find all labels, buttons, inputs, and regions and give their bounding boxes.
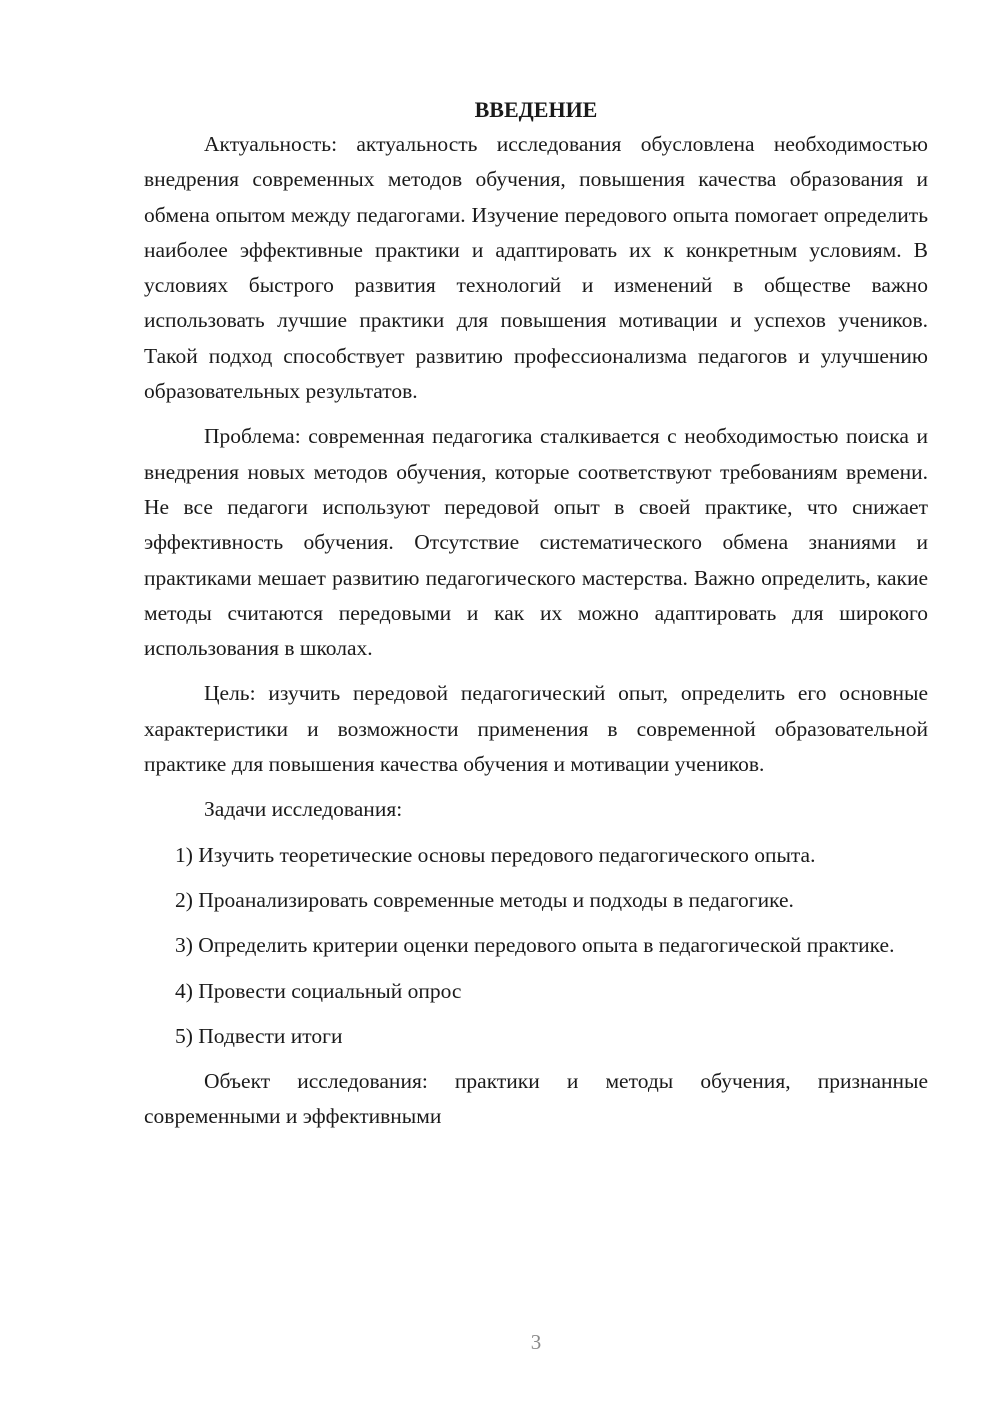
paragraph-object: Объект исследования: практики и методы обучения, признанные современными и эффективными xyxy=(144,1069,928,1129)
task-item-2: 2) Проанализировать современные методы и подходы в педагогике. xyxy=(175,887,794,912)
paragraph-goal: Цель: изучить передовой педагогический опыт, определить его основные характеристики и возможности применения в современной образовательной практике для повышения качества обучения и мотивации учеников. xyxy=(144,681,928,777)
section-title: ВВЕДЕНИЕ xyxy=(474,97,598,122)
task-item-3: 3) Определить критерии оценки передового опыта в педагогической практике. xyxy=(175,933,895,958)
tasks-heading: Задачи исследования: xyxy=(204,797,403,822)
paragraph-problem: Проблема: современная педагогика сталкивается с необходимостью поиска и внедрения новых методов обучения, которые соответствуют требованиям времени. Не все педагоги используют передовой опыт в своей практике, что снижает эффективность обучения. Отсутствие систематического обмена знаниями и практиками мешает развитию педагогического мастерства. Важно определить, какие методы считаются передовыми и как их можно адаптировать для широкого использования в школах. xyxy=(144,424,928,661)
document-page xyxy=(144,92,928,1135)
task-item-1: 1) Изучить теоретические основы передового педагогического опыта. xyxy=(175,842,816,867)
page-number: 3 xyxy=(530,1330,542,1354)
task-item-5: 5) Подвести итоги xyxy=(175,1023,343,1048)
task-item-4: 4) Провести социальный опрос xyxy=(175,978,462,1003)
paragraph-relevance: Актуальность: актуальность исследования обусловлена необходимостью внедрения современных методов обучения, повышения качества образования и обмена опытом между педагогами. Изучение передового опыта помогает определить наиболее эффективные практики и адаптировать их к конкретным условиям. В условиях быстрого развития технологий и изменений в обществе важно использовать лучшие практики для повышения мотивации и успехов учеников. Такой подход способствует развитию профессионализма педагогов и улучшению образовательных результатов. xyxy=(144,132,928,404)
